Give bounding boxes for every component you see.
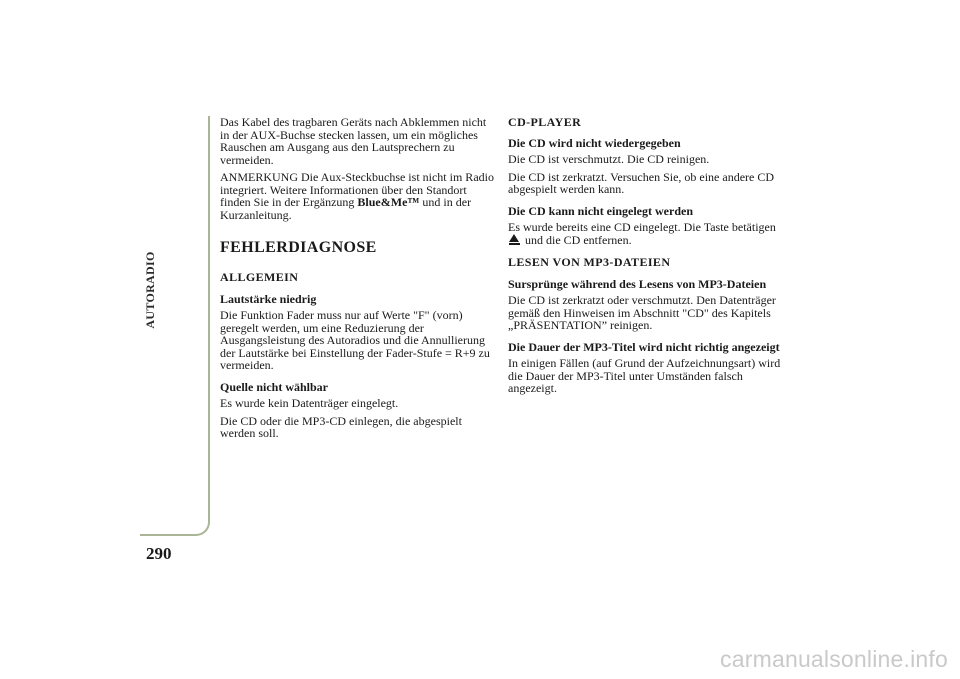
- right-column: [508, 116, 788, 400]
- eject-icon: [509, 234, 520, 246]
- intro-paragraph-2: [220, 171, 495, 221]
- issue-text-cd-scratched: Die CD ist zerkratzt. Versuchen Sie, ob eine andere CD abgespielt werden kann.: [508, 169, 775, 196]
- issue-title-cd-not-playing: Die CD wird nicht wiedergegeben: [508, 135, 681, 150]
- section-cd-player: CD-PLAYER: [508, 115, 582, 129]
- issue-title-cd-not-inserted: Die CD kann nicht eingelegt werden: [508, 203, 693, 218]
- issue-title-mp3-duration: Die Dauer der MP3-Titel wird nicht richtig angezeigt: [508, 339, 780, 354]
- side-section-label: AUTORADIO: [143, 251, 157, 329]
- issue-text-cd-not-inserted-b: und die CD entfernen.: [522, 232, 632, 247]
- issue-title-volume: Lautstärke niedrig: [220, 291, 317, 306]
- issue-title-mp3-skips: Sursprünge während des Lesens von MP3-Dateien: [508, 276, 767, 291]
- issue-title-source: Quelle nicht wählbar: [220, 379, 329, 394]
- issue-text-source-1: Es wurde kein Datenträger eingelegt.: [220, 396, 399, 410]
- intro-paragraph-2-tail: und in der Kurzanleitung.: [220, 195, 472, 222]
- watermark-text: carmanualsonline.info: [720, 646, 948, 672]
- brand-name: Blue&Me™: [357, 195, 420, 209]
- left-column: [220, 116, 495, 445]
- main-heading: FEHLERDIAGNOSE: [220, 239, 377, 256]
- intro-paragraph-2-text: ANMERKUNG Die Aux-Steckbuchse ist nicht im Radio integriert. Weitere Informationen über den Standort finden Sie in der Ergänzung: [220, 170, 494, 209]
- issue-text-source-2: Die CD oder die MP3-CD einlegen, die abgespielt werden soll.: [220, 413, 462, 440]
- section-mp3: LESEN VON MP3-DATEIEN: [508, 255, 671, 269]
- issue-text-mp3-skips: Die CD ist zerkratzt oder verschmutzt. Den Datenträger gemäß den Hinweisen im Abschnitt "CD" des Kapitels „PRÄSENTATION” reinigen.: [508, 293, 776, 332]
- subheading-general: ALLGEMEIN: [220, 270, 299, 284]
- issue-text-cd-dirty: Die CD ist verschmutzt. Die CD reinigen.: [508, 152, 710, 166]
- intro-paragraph-1: Das Kabel des tragbaren Geräts nach Abklemmen nicht in der AUX-Buchse stecken lassen, um ein mögliches Rauschen am Ausgang aus den Lautsprechern zu vermeiden.: [220, 115, 487, 167]
- issue-text-cd-not-inserted-a: Es wurde bereits eine CD eingelegt. Die Taste betätigen: [508, 220, 776, 234]
- issue-text-cd-not-inserted: [508, 221, 788, 246]
- issue-text-volume: Die Funktion Fader muss nur auf Werte "F" (vorn) geregelt werden, um eine Reduzierung der Ausgangsleistung des Autoradios und die Annullierung der Lautstärke bei Einstellung der Fader-Stufe = R+9 zu vermeiden.: [220, 308, 490, 372]
- page-number: 290: [146, 544, 172, 563]
- issue-text-mp3-duration: In einigen Fällen (auf Grund der Aufzeichnungsart) wird die Dauer der MP3-Titel unter Umständen falsch angezeigt.: [508, 356, 781, 395]
